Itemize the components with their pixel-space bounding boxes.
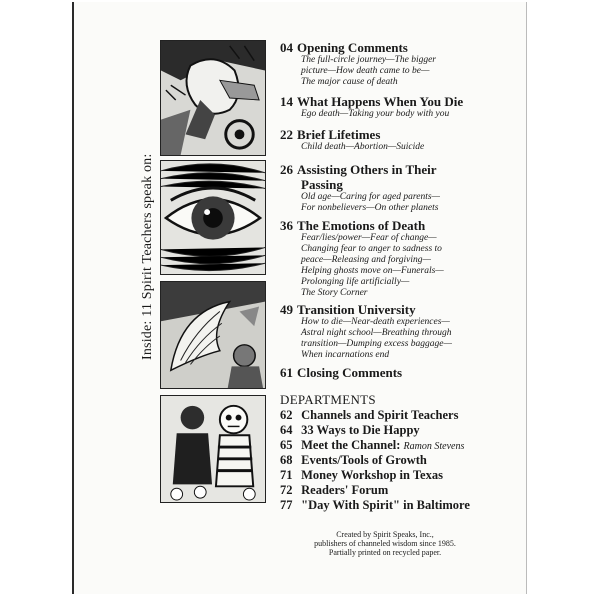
publisher-credit: Created by Spirit Speaks, Inc., publishers of channeled wisdom since 1985. Partially printed on recycled paper. [314,530,456,557]
toc-entry[interactable]: 49 Transition University How to die—Near-death experiences— Astral night school—Breathing through transition—Dumping excess baggage— When incarnations end [280,302,452,360]
department-item[interactable]: 62 Channels and Spirit Teachers [280,408,459,422]
department-item[interactable]: 64 33 Ways to Die Happy [280,423,420,437]
illustration-figure [160,40,266,156]
departments-heading: DEPARTMENTS [280,392,376,407]
sidebar-label [140,60,158,360]
toc-entry[interactable]: 04 Opening Comments The full-circle journey—The bigger picture—How death came to be— The major cause of death [280,40,436,87]
toc-entry[interactable]: 14 What Happens When You Die Ego death—Taking your body with you [280,94,464,119]
department-item[interactable]: 65 Meet the Channel: Ramon Stevens [280,438,465,452]
toc-entry[interactable]: 22 Brief Lifetimes Child death—Abortion—Suicide [280,127,425,152]
department-item[interactable]: 71 Money Workshop in Texas [280,468,443,482]
department-item[interactable]: 72 Readers' Forum [280,483,389,497]
department-item[interactable]: 77 "Day With Spirit" in Baltimore [280,498,470,512]
illustration-angel [160,281,266,389]
sidebar-label-text: Inside: 11 Spirit Teachers speak on: [140,153,155,360]
toc-entry[interactable]: 36 The Emotions of Death Fear/lies/power—Fear of change— Changing fear to anger to sadness to peace—Releasing and forgiving— Helping ghosts move on—Funerals— Prolonging life artificially— The Story Corner [280,218,444,298]
department-item[interactable]: 68 Events/Tools of Growth [280,453,427,467]
illustration-skeleton-figures [160,395,266,503]
toc-entry[interactable]: 26 Assisting Others in Their Passing Old age—Caring for aged parents— For nonbelievers—On other planets [280,162,440,213]
illustration-eye [160,160,266,275]
toc-entry[interactable]: 61 Closing Comments [280,365,403,380]
